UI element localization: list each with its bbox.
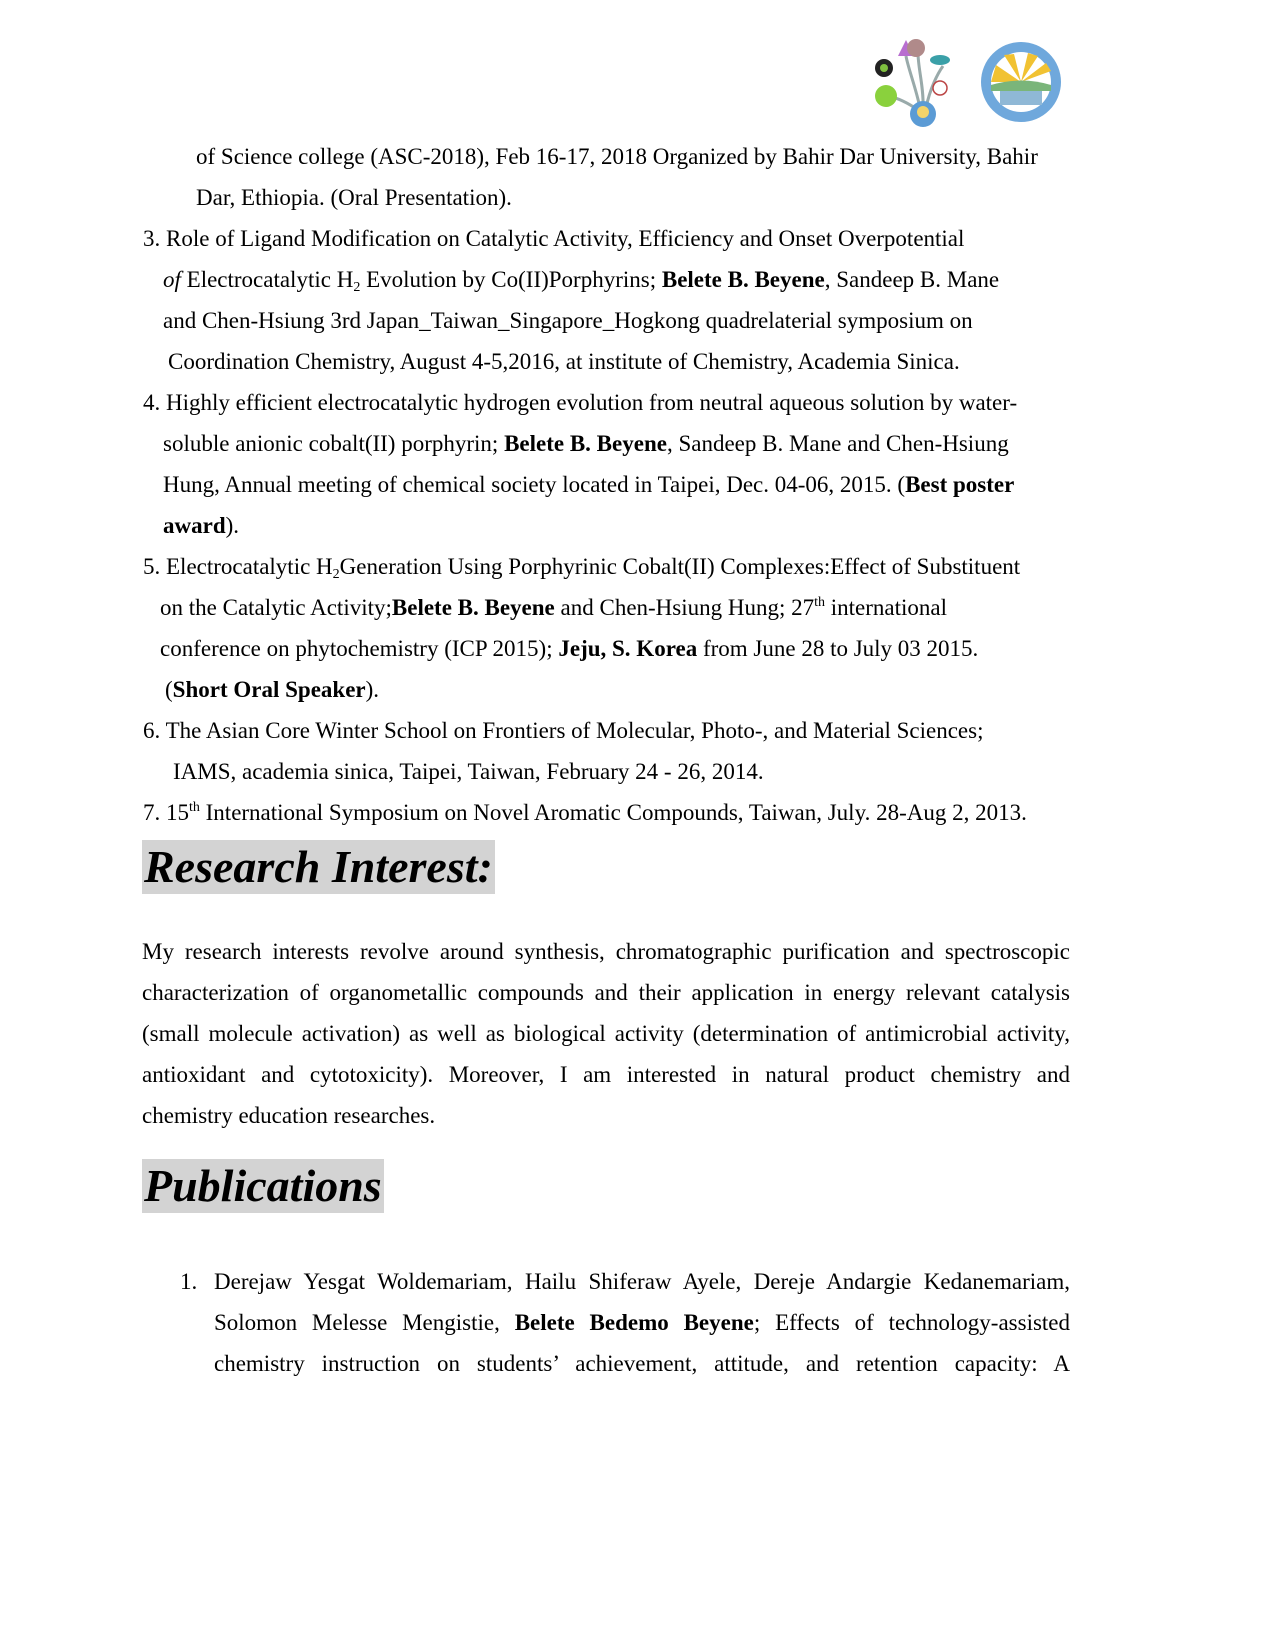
author-name: Belete B. Beyene <box>504 431 667 456</box>
conference-item-4-line-2 <box>163 430 1009 458</box>
text: ( <box>165 677 173 702</box>
text: soluble anionic cobalt(II) porphyrin; <box>163 431 505 456</box>
location-text: Jeju, S. Korea <box>558 636 698 661</box>
subscript: 2 <box>332 567 340 582</box>
publication-1-line-2 <box>214 1309 1070 1337</box>
text: 7. 15 <box>143 800 189 825</box>
header-logos <box>868 38 1068 128</box>
author-name: Belete Bedemo Beyene <box>514 1310 754 1335</box>
conference-item-2-line-1: of Science college (ASC-2018), Feb 16-17, 2018 Organized by Bahir Dar University, Bahir <box>196 144 1038 169</box>
text: international <box>825 595 948 620</box>
text: Evolution by Co(II)Porphyrins; <box>360 267 662 292</box>
text: Solomon Melesse Mengistie, <box>214 1310 515 1335</box>
publications-heading: Publications <box>144 1160 382 1211</box>
conference-item-6-line-2: IAMS, academia sinica, Taipei, Taiwan, February 24 - 26, 2014. <box>173 759 764 784</box>
italic-of: of <box>163 267 181 292</box>
text: Generation Using Porphyrinic Cobalt(II) Complexes:Effect of Substituent <box>339 554 1021 579</box>
conference-item-5-line-4 <box>165 676 379 704</box>
text: 5. Electrocatalytic H <box>143 554 333 579</box>
research-interest-line-3: (small molecule activation) as well as biological activity (determination of antimicrobial activity, <box>142 1021 1070 1046</box>
tree-of-science-icon <box>868 38 978 128</box>
conference-item-6-line-1: 6. The Asian Core Winter School on Frontiers of Molecular, Photo-, and Material Sciences; <box>143 718 984 743</box>
author-name: Belete B. Beyene <box>391 595 555 620</box>
superscript: th <box>189 800 200 815</box>
text: International Symposium on Novel Aromatic Compounds, Taiwan, July. 28-Aug 2, 2013. <box>199 800 1027 825</box>
text: ; Effects of technology-assisted <box>753 1310 1071 1335</box>
publication-1-number: 1. <box>180 1269 198 1294</box>
publication-1-line-3: chemistry instruction on students’ achievement, attitude, and retention capacity: A <box>214 1351 1070 1376</box>
conference-item-5-line-3 <box>160 635 978 663</box>
text: Hung, Annual meeting of chemical society located in Taipei, Dec. 04-06, 2015. ( <box>163 472 906 497</box>
conference-item-3-line-3: and Chen-Hsiung 3rd Japan_Taiwan_Singapore_Hogkong quadrelaterial symposium on <box>163 308 973 333</box>
award-text: Best poster <box>905 472 1015 497</box>
research-interest-heading: Research Interest: <box>144 841 493 892</box>
author-name: Belete B. Beyene <box>661 267 825 292</box>
conference-item-7-line-1 <box>143 799 1027 827</box>
superscript: th <box>814 595 826 610</box>
conference-item-5-line-1 <box>143 553 1020 581</box>
university-seal-icon <box>980 41 1062 123</box>
text: ). <box>365 677 380 702</box>
role-text: Short Oral Speaker <box>172 677 366 702</box>
publication-1-line-1: Derejaw Yesgat Woldemariam, Hailu Shiferaw Ayele, Dereje Andargie Kedanemariam, <box>214 1269 1070 1294</box>
conference-item-4-line-1: 4. Highly efficient electrocatalytic hydrogen evolution from neutral aqueous solution by water- <box>143 390 1018 415</box>
conference-item-2-line-2: Dar, Ethiopia. (Oral Presentation). <box>196 185 512 210</box>
conference-item-3-line-2 <box>163 266 999 294</box>
subscript: 2 <box>353 280 361 295</box>
conference-item-4-line-3 <box>163 471 1014 499</box>
award-text: award <box>163 513 226 538</box>
text: and Chen-Hsiung Hung; 27 <box>554 595 815 620</box>
text: , Sandeep B. Mane and Chen-Hsiung <box>666 431 1009 456</box>
conference-item-3-line-4: Coordination Chemistry, August 4-5,2016, at institute of Chemistry, Academia Sinica. <box>168 349 960 374</box>
text: from June 28 to July 03 2015. <box>697 636 979 661</box>
text: , Sandeep B. Mane <box>824 267 1000 292</box>
research-interest-line-4: antioxidant and cytotoxicity). Moreover, I am interested in natural product chemistry and <box>142 1062 1070 1087</box>
text: on the Catalytic Activity; <box>160 595 392 620</box>
research-interest-line-1: My research interests revolve around synthesis, chromatographic purification and spectroscopic <box>142 939 1070 964</box>
text: conference on phytochemistry (ICP 2015); <box>160 636 559 661</box>
conference-item-4-line-4 <box>163 512 239 540</box>
conference-item-3-line-1: 3. Role of Ligand Modification on Catalytic Activity, Efficiency and Onset Overpotential <box>143 226 965 251</box>
research-interest-line-2: characterization of organometallic compounds and their application in energy relevant catalysis <box>142 980 1070 1005</box>
conference-item-5-line-2 <box>160 594 947 622</box>
research-interest-line-5: chemistry education researches. <box>142 1103 436 1128</box>
text: Electrocatalytic H <box>180 267 354 292</box>
text: ). <box>225 513 240 538</box>
